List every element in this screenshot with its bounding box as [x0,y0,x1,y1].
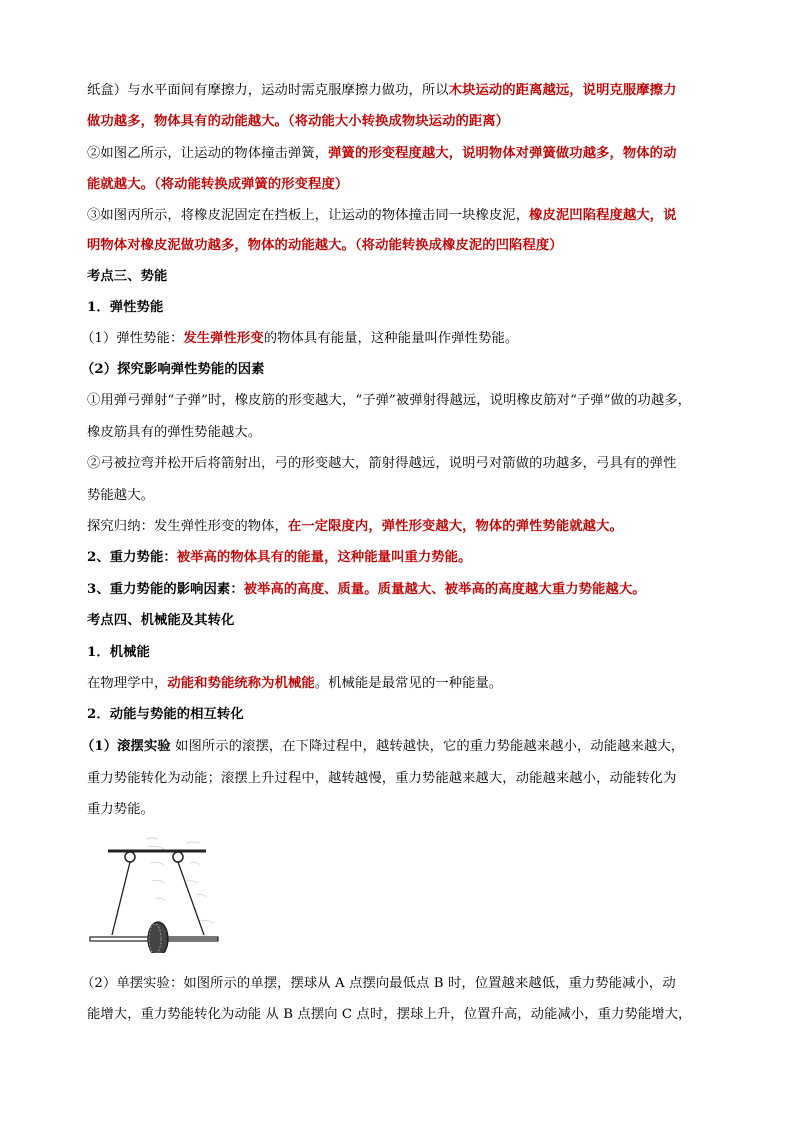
paragraph-line: 纸盒）与水平面间有摩擦力，运动时需克服摩擦力做功，所以木块运动的距离越远，说明克服摩擦力 [87,83,677,98]
paragraph-line: 势能越大。 [87,488,154,503]
paragraph-line: （1）弹性势能：发生弹性形变的物体具有能量，这种能量叫作弹性势能。 [81,331,519,346]
paragraph-line: 明物体对橡皮泥做功越多，物体的动能越大。（将动能转换成橡皮泥的凹陷程度） [87,238,563,253]
section-heading: 考点四、机械能及其转化 [87,613,235,628]
paragraph-line: 能增大，重力势能转化为动能 从 B 点摆向 C 点时，摆球上升，位置升高，动能减小，重力势能增大， [87,1007,692,1022]
paragraph-line: ②弓被拉弯并松开后将箭射出，弓的形变越大，箭射得越远，说明弓对箭做的功越多，弓具有的弹性 [87,456,677,471]
paragraph-line: ②如图乙所示，让运动的物体撞击弹簧，弹簧的形变程度越大，说明物体对弹簧做功越多，物体的动 [87,146,677,161]
maxwell-wheel-figure [86,833,226,953]
paragraph-line: （2）单摆实验：如图所示的单摆，摆球从 A 点摆向最低点 B 时，位置越来越低，重力势能减小，动 [81,976,676,991]
paragraph-line: （1）滚摆实验 如图所示的滚摆，在下降过程中，越转越快，它的重力势能越来越小，动能越来越大， [81,739,685,754]
subsection-heading: （2）探究影响弹性势能的因素 [81,362,265,377]
subsection-heading: 1．弹性势能 [87,300,164,315]
paragraph-line: 2、重力势能：被举高的物体具有的能量，这种能量叫重力势能。 [87,550,472,565]
subsection-heading: 2．动能与势能的相互转化 [87,707,244,722]
section-heading: 考点三、势能 [87,269,168,284]
paragraph-line: 3、重力势能的影响因素：被举高的高度、质量。质量越大、被举高的高度越大重力势能越大。 [87,582,646,597]
paragraph-line: 在物理学中，动能和势能统称为机械能。机械能是最常见的一种能量。 [87,676,503,691]
left-pulley [125,852,135,862]
right-pulley [173,852,183,862]
paragraph-line: 重力势能。 [87,802,154,817]
left-string [112,862,130,935]
paragraph-line: 橡皮筋具有的弹性势能越大。 [87,425,262,440]
paragraph-line: 重力势能转化为动能；滚摆上升过程中，越转越慢，重力势能越来越大，动能越来越小，动能转化为 [87,771,677,786]
right-string [178,862,204,935]
paragraph-line: ①用弹弓弹射“子弹”时，橡皮筋的形变越大，“子弹”被弹射得越远，说明橡皮筋对“子弹”做的功越多， [87,393,692,408]
subsection-heading: 1．机械能 [87,645,150,660]
wheel [148,922,168,953]
paragraph-line: 做功越多，物体具有的动能越大。（将动能大小转换成物块运动的距离） [87,114,510,129]
paragraph-line: ③如图丙所示，将橡皮泥固定在挡板上，让运动的物体撞击同一块橡皮泥，橡皮泥凹陷程度越大，说 [87,208,677,223]
paragraph-line: 能就越大。（将动能转换成弹簧的形变程度） [87,177,349,192]
paragraph-line: 探究归纳：发生弹性形变的物体，在一定限度内，弹性形变越大，物体的弹性势能就越大。 [87,519,623,534]
